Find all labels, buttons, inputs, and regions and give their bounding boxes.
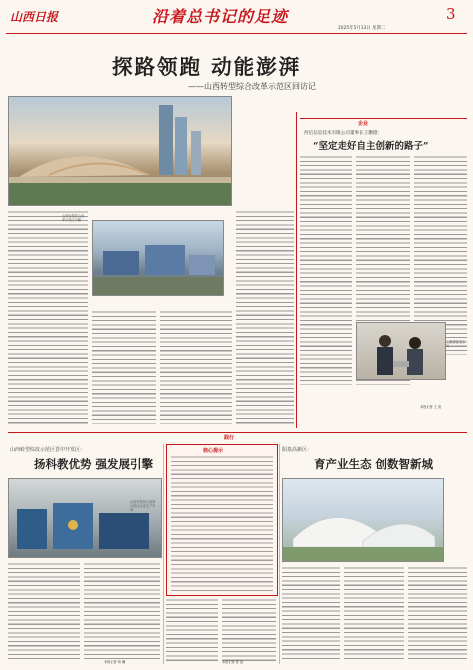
park-photo-caption	[92, 296, 222, 308]
bottom-left-column-2	[84, 562, 160, 662]
section-tab-enterprise: 企业	[358, 121, 369, 127]
column-rule-right	[296, 112, 297, 428]
middle-column-1	[166, 598, 218, 662]
credit-middle: 本报记者 张 晶	[222, 660, 244, 664]
bottom-right-headline: 育产业生态 创数智新城	[314, 457, 434, 471]
credit-bottom-left: 本报记者 杨 澜	[104, 660, 126, 664]
body-column-4	[236, 210, 294, 424]
page-title: 探路领跑 动能澎湃	[112, 55, 302, 79]
interview-illustration	[357, 323, 445, 379]
aerial-photo	[8, 96, 232, 206]
new-city-caption	[446, 490, 468, 540]
bottom-left-column-1	[8, 562, 80, 662]
masthead-rule	[6, 33, 467, 34]
page-number: 3	[446, 5, 456, 23]
issue-date: 2025年5月13日 星期二	[338, 26, 386, 31]
interview-headline: “坚定走好自主创新的路子”	[313, 141, 429, 152]
bottom-right-column-1	[282, 566, 340, 662]
body-column-2	[92, 310, 156, 424]
bottom-right-column-2	[344, 566, 404, 662]
page-subtitle: ——山西转型综合改革示范区回访记	[188, 82, 316, 91]
body-column-3	[160, 310, 232, 424]
new-city-photo	[282, 478, 444, 562]
portrait-caption: 王鹏德接受采访	[446, 340, 466, 349]
park-illustration	[93, 221, 223, 295]
bottom-left-kicker: 山西转型综改示范区晋中开发区：	[10, 447, 86, 453]
bottom-right-column-3	[408, 566, 467, 662]
core-tips-box	[166, 444, 278, 596]
interview-column-1	[300, 155, 352, 385]
interview-tab-rule	[300, 118, 467, 129]
skyline-illustration	[9, 97, 231, 205]
new-city-illustration	[283, 479, 443, 561]
column-banner: 沿着总书记的足迹	[152, 7, 289, 26]
column-rule-bottom-left	[163, 444, 164, 664]
newspaper-logo: 山西日报	[10, 10, 59, 24]
credit-interview: 本报记者 王 波	[420, 405, 442, 409]
section-tab-practice: 践行	[224, 435, 235, 441]
bottom-right-kicker: 阳泉高新区：	[282, 447, 313, 453]
masthead	[0, 0, 473, 40]
core-tips-text	[171, 455, 273, 591]
middle-column-2	[222, 598, 276, 662]
core-tips-label: 核心提示	[203, 448, 224, 454]
left-photo-caption: 山西转型综合改革示范区鸟瞰	[62, 214, 85, 223]
interview-photo	[356, 322, 446, 380]
section-divider	[8, 432, 467, 443]
interview-kicker: 西信信息技术有限公司董事长王鹏德：	[304, 131, 383, 136]
column-rule-bottom-right	[279, 444, 280, 664]
factory-caption: 山西转型综合改革示范区企业生产车间	[130, 500, 156, 513]
park-photo	[92, 220, 224, 296]
bottom-left-headline: 扬科教优势 强发展引擎	[34, 457, 154, 471]
